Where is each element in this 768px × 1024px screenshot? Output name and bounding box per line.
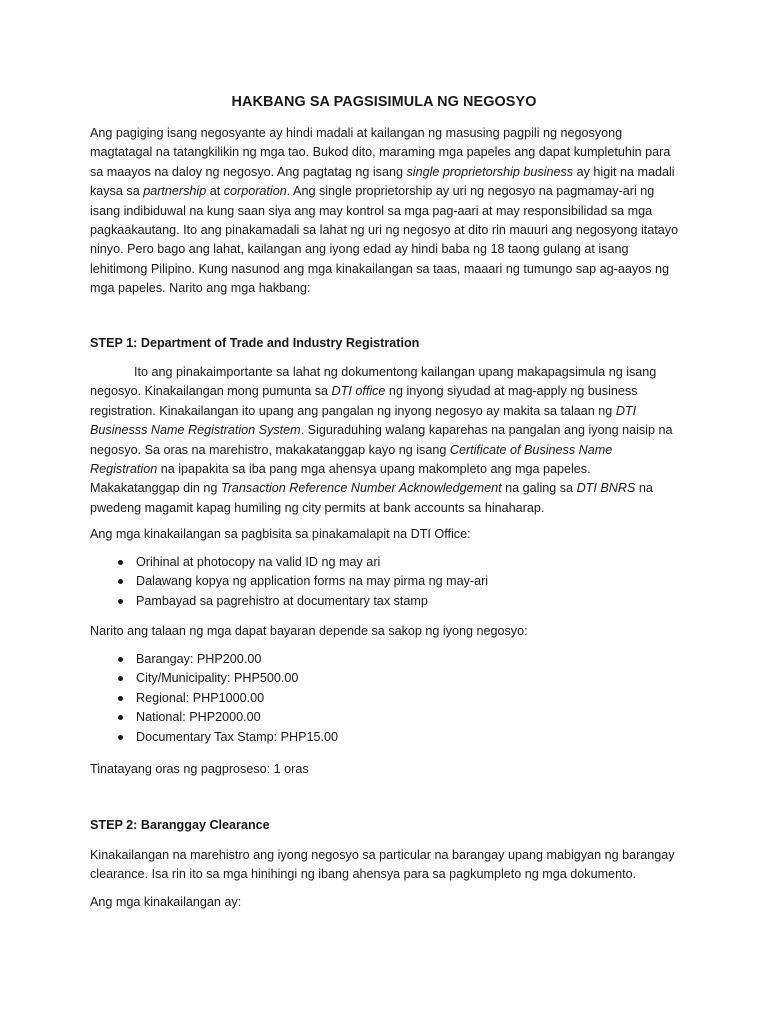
list-item: Regional: PHP1000.00 [90, 689, 680, 708]
step2-paragraph: Kinakailangan na marehistro ang iyong negosyo sa particular na barangay upang mabigyan ng barangay clearance. Isa rin ito sa mga hinihingi ng ibang ahensya para sa pagkumpleto ng mga dokumento. [90, 848, 675, 882]
step1-emphasis-1: DTI office [331, 384, 386, 399]
document-title: HAKBANG SA PAGSISIMULA NG NEGOSYO [231, 94, 537, 110]
step1-text-5: na galing sa [501, 481, 577, 496]
list-item: National: PHP2000.00 [90, 708, 680, 727]
list-item: City/Municipality: PHP500.00 [90, 669, 680, 688]
step1-text-3: . Siguraduhing walang kaparehas na pangalan ang iyong naisip na negosyo. Sa oras na marehistro, makakatanggap kayo ng isang [90, 423, 673, 457]
intro-emphasis-1: single proprietorship business [406, 164, 574, 179]
step1-requirements-list [90, 553, 680, 611]
step1-paragraph [90, 363, 680, 518]
intro-paragraph [90, 124, 680, 299]
intro-text-3: at [206, 184, 224, 199]
step1-text-4: na ipapakita sa iba pang mga ahensya upang makompleto ang mga papeles. Makakatanggap din ng [90, 462, 591, 496]
step1-text-2: ng inyong siyudad at mag-apply ng business registration. Kinakailangan ito upang ang pangalan ng inyong negosyo ay makita sa talaan ng [90, 384, 638, 418]
step1-text-6: na pwedeng magamit kapag humiling ng city permits at bank accounts sa hinaharap. [90, 481, 653, 515]
step1-heading: STEP 1: Department of Trade and Industry Registration [90, 336, 420, 350]
list-item: Documentary Tax Stamp: PHP15.00 [90, 728, 680, 747]
step1-emphasis-2: DTI Businesss Name Registration System [90, 403, 637, 438]
intro-emphasis-3: corporation [223, 184, 287, 199]
list-item: Dalawang kopya ng application forms na may pirma ng may-ari [90, 572, 680, 591]
step1-emphasis-5: DTI BNRS [576, 481, 636, 496]
intro-emphasis-2: partnership [143, 184, 207, 199]
step1-fees-list [90, 650, 680, 747]
step1-emphasis-3: Certificate of Business Name Registration [90, 442, 613, 477]
intro-text-2: ay higit na madali kaysa sa [90, 164, 675, 199]
step1-text-1: Ito ang pinakaimportante sa lahat ng dokumentong kailangan upang makapagsimula ng isang negosyo. Kinakailangan mong pumunta sa [90, 365, 657, 399]
step2-heading: STEP 2: Baranggay Clearance [90, 818, 270, 832]
intro-text-4: . Ang single proprietorship ay uri ng negosyo na pagmamay-ari ng isang indibiduwal na kung saan siya ang may kontrol sa mga pag-aari at may responsibilidad sa mga pagkaakautang. Ito ang pinakamadali sa lahat ng uri ng negosyo at dito rin mauuri ang negosyong itatayo ninyo. Pero bago ang lahat, kailangan ang iyong edad ay hindi baba ng 18 taong gulang at isang lehitimong Pilipino. Kung nasunod ang mga kinakailangan sa taas, maaari ng tumungo sap ag-aayos ng mga papeles. Narito ang mga hakbang: [90, 184, 679, 296]
list-item: Orihinal at photocopy na valid ID ng may ari [90, 553, 680, 572]
intro-text-1: Ang pagiging isang negosyante ay hindi madali at kailangan ng masusing pagpili ng negosyong magtatagal na tatangkilikin ng mga tao. Bukod dito, maraming mga papeles ang dapat kumpletuhin para sa maayos na daloy ng negosyo. Ang pagtatag ng isang [90, 126, 671, 179]
list-item: Pambayad sa pagrehistro at documentary tax stamp [90, 592, 680, 611]
step1-processing-time: Tinatayang oras ng pagproseso: 1 oras [90, 762, 309, 776]
step2-requirements-intro: Ang mga kinakailangan ay: [90, 895, 242, 909]
step1-emphasis-4: Transaction Reference Number Acknowledgement [220, 481, 502, 496]
step1-requirements-intro: Ang mga kinakailangan sa pagbisita sa pinakamalapit na DTI Office: [90, 527, 471, 541]
step1-fees-intro: Narito ang talaan ng mga dapat bayaran depende sa sakop ng iyong negosyo: [90, 624, 528, 638]
list-item: Barangay: PHP200.00 [90, 650, 680, 669]
